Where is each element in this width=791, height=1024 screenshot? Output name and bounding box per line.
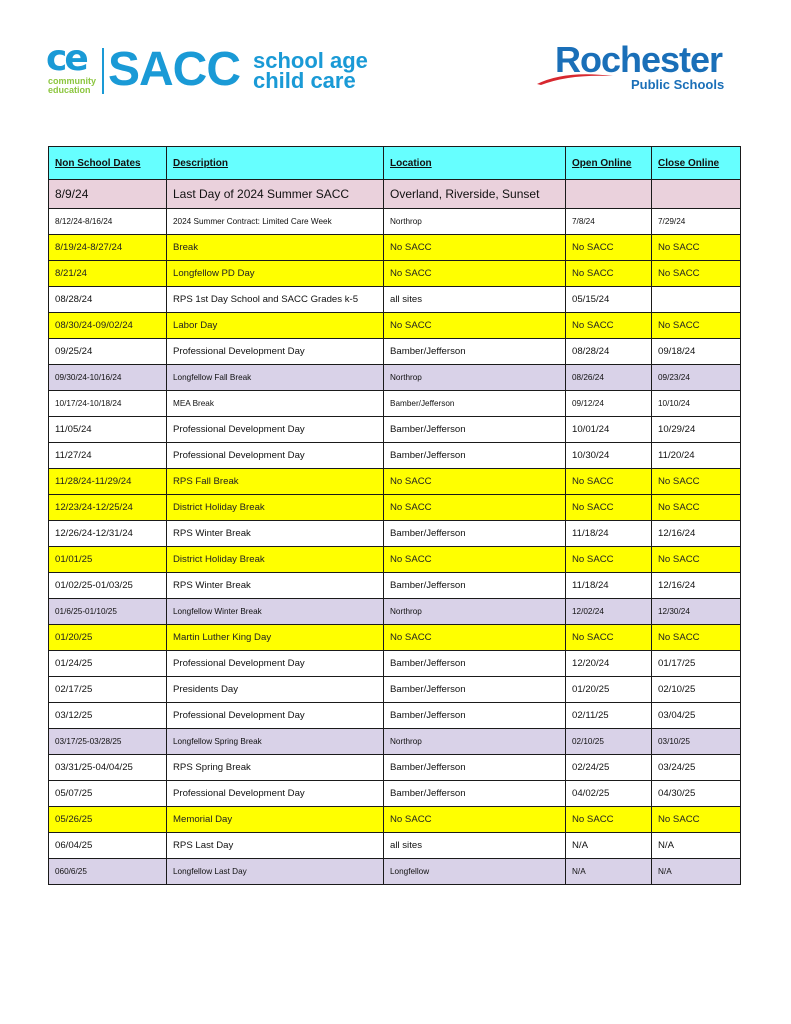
table-row — [49, 547, 741, 573]
cell-location: No SACC — [384, 469, 566, 495]
cell-description: Longfellow PD Day — [167, 261, 384, 287]
cell-location: No SACC — [384, 495, 566, 521]
district-title: Rochester — [555, 39, 723, 80]
table-row — [49, 417, 741, 443]
cell-date: 11/28/24-11/29/24 — [49, 469, 167, 495]
cell-location: Bamber/Jefferson — [384, 651, 566, 677]
cell-location: Bamber/Jefferson — [384, 781, 566, 807]
table-row — [49, 339, 741, 365]
table-row — [49, 180, 741, 209]
cell-close-online: 09/18/24 — [652, 339, 741, 365]
cell-location: No SACC — [384, 261, 566, 287]
header-location: Location — [384, 147, 566, 180]
cell-close-online: 02/10/25 — [652, 677, 741, 703]
cell-description: Last Day of 2024 Summer SACC — [167, 180, 384, 209]
cell-date: 06/04/25 — [49, 833, 167, 859]
cell-close-online: No SACC — [652, 313, 741, 339]
cell-description: Martin Luther King Day — [167, 625, 384, 651]
header-description: Description — [167, 147, 384, 180]
cell-open-online: 10/01/24 — [566, 417, 652, 443]
cell-close-online: 10/29/24 — [652, 417, 741, 443]
cell-close-online: No SACC — [652, 235, 741, 261]
cell-location: all sites — [384, 833, 566, 859]
table-row — [49, 495, 741, 521]
cell-location: Bamber/Jefferson — [384, 443, 566, 469]
cell-open-online: 12/02/24 — [566, 599, 652, 625]
table-row — [49, 391, 741, 417]
cell-open-online: N/A — [566, 859, 652, 885]
cell-date: 12/23/24-12/25/24 — [49, 495, 167, 521]
cell-location: No SACC — [384, 547, 566, 573]
cell-location: Bamber/Jefferson — [384, 339, 566, 365]
cell-open-online — [566, 180, 652, 209]
cell-description: Longfellow Winter Break — [167, 599, 384, 625]
cell-close-online: No SACC — [652, 495, 741, 521]
cell-description: Longfellow Last Day — [167, 859, 384, 885]
cell-close-online: 12/16/24 — [652, 573, 741, 599]
sacc-logo — [46, 38, 376, 100]
cell-close-online: 7/29/24 — [652, 209, 741, 235]
table-row — [49, 573, 741, 599]
ce-letters: ce — [46, 38, 86, 79]
cell-description: RPS Last Day — [167, 833, 384, 859]
header-non-school-dates: Non School Dates — [49, 147, 167, 180]
non-school-dates-table — [48, 146, 741, 885]
table-row — [49, 521, 741, 547]
cell-close-online: 03/24/25 — [652, 755, 741, 781]
cell-open-online: 02/24/25 — [566, 755, 652, 781]
cell-description: Longfellow Spring Break — [167, 729, 384, 755]
cell-open-online: 09/12/24 — [566, 391, 652, 417]
table-row — [49, 365, 741, 391]
table-row — [49, 677, 741, 703]
cell-date: 8/9/24 — [49, 180, 167, 209]
cell-date: 8/19/24-8/27/24 — [49, 235, 167, 261]
cell-open-online: 10/30/24 — [566, 443, 652, 469]
cell-description: Labor Day — [167, 313, 384, 339]
cell-description: District Holiday Break — [167, 547, 384, 573]
cell-date: 01/02/25-01/03/25 — [49, 573, 167, 599]
cell-location: No SACC — [384, 807, 566, 833]
table-row — [49, 235, 741, 261]
cell-close-online: No SACC — [652, 547, 741, 573]
cell-close-online: No SACC — [652, 261, 741, 287]
table-row — [49, 625, 741, 651]
cell-location: all sites — [384, 287, 566, 313]
cell-close-online: 12/16/24 — [652, 521, 741, 547]
sacc-title: SACC — [108, 43, 241, 96]
cell-location: No SACC — [384, 313, 566, 339]
cell-date: 03/12/25 — [49, 703, 167, 729]
cell-date: 01/24/25 — [49, 651, 167, 677]
cell-description: Professional Development Day — [167, 443, 384, 469]
cell-date: 01/01/25 — [49, 547, 167, 573]
cell-date: 8/12/24-8/16/24 — [49, 209, 167, 235]
cell-location: Northrop — [384, 209, 566, 235]
cell-location: Bamber/Jefferson — [384, 703, 566, 729]
table-row — [49, 859, 741, 885]
cell-open-online: No SACC — [566, 547, 652, 573]
cell-description: Professional Development Day — [167, 781, 384, 807]
cell-open-online: 02/11/25 — [566, 703, 652, 729]
cell-location: Bamber/Jefferson — [384, 417, 566, 443]
ce-line-education: education — [48, 85, 91, 95]
cell-location: No SACC — [384, 235, 566, 261]
cell-date: 060/6/25 — [49, 859, 167, 885]
cell-open-online: No SACC — [566, 495, 652, 521]
rochester-logo — [535, 39, 745, 100]
cell-location: No SACC — [384, 625, 566, 651]
cell-open-online: 01/20/25 — [566, 677, 652, 703]
district-subtitle: Public Schools — [631, 77, 725, 92]
cell-location: Bamber/Jefferson — [384, 573, 566, 599]
cell-date: 09/30/24-10/16/24 — [49, 365, 167, 391]
cell-description: MEA Break — [167, 391, 384, 417]
table-row — [49, 729, 741, 755]
cell-location: Northrop — [384, 729, 566, 755]
cell-date: 10/17/24-10/18/24 — [49, 391, 167, 417]
cell-open-online: 08/28/24 — [566, 339, 652, 365]
table-row — [49, 469, 741, 495]
cell-description: Memorial Day — [167, 807, 384, 833]
cell-date: 11/05/24 — [49, 417, 167, 443]
ce-line-community: community — [48, 76, 97, 86]
table-row — [49, 599, 741, 625]
cell-location: Bamber/Jefferson — [384, 391, 566, 417]
cell-description: 2024 Summer Contract: Limited Care Week — [167, 209, 384, 235]
cell-location: Northrop — [384, 365, 566, 391]
logo-divider — [102, 48, 104, 94]
table-row — [49, 209, 741, 235]
cell-description: RPS Winter Break — [167, 573, 384, 599]
sacc-subtitle-line1: school age — [253, 48, 368, 73]
cell-open-online: 02/10/25 — [566, 729, 652, 755]
cell-date: 8/21/24 — [49, 261, 167, 287]
cell-date: 02/17/25 — [49, 677, 167, 703]
table-row — [49, 755, 741, 781]
cell-open-online: No SACC — [566, 313, 652, 339]
cell-date: 05/26/25 — [49, 807, 167, 833]
table-row — [49, 261, 741, 287]
cell-open-online: No SACC — [566, 625, 652, 651]
cell-description: Longfellow Fall Break — [167, 365, 384, 391]
table-row — [49, 443, 741, 469]
header-close-online: Close Online — [652, 147, 741, 180]
cell-close-online: 11/20/24 — [652, 443, 741, 469]
cell-close-online — [652, 287, 741, 313]
cell-close-online: No SACC — [652, 807, 741, 833]
cell-description: Professional Development Day — [167, 651, 384, 677]
cell-open-online: 7/8/24 — [566, 209, 652, 235]
cell-close-online: N/A — [652, 859, 741, 885]
cell-location: Northrop — [384, 599, 566, 625]
table-row — [49, 781, 741, 807]
cell-description: Presidents Day — [167, 677, 384, 703]
cell-date: 11/27/24 — [49, 443, 167, 469]
cell-description: District Holiday Break — [167, 495, 384, 521]
cell-close-online — [652, 180, 741, 209]
cell-open-online: 11/18/24 — [566, 521, 652, 547]
cell-close-online: 04/30/25 — [652, 781, 741, 807]
cell-open-online: No SACC — [566, 807, 652, 833]
cell-description: RPS Spring Break — [167, 755, 384, 781]
cell-close-online: No SACC — [652, 625, 741, 651]
cell-close-online: 03/04/25 — [652, 703, 741, 729]
cell-close-online: 12/30/24 — [652, 599, 741, 625]
cell-open-online: No SACC — [566, 469, 652, 495]
cell-description: RPS 1st Day School and SACC Grades k-5 — [167, 287, 384, 313]
cell-date: 12/26/24-12/31/24 — [49, 521, 167, 547]
cell-date: 01/6/25-01/10/25 — [49, 599, 167, 625]
cell-close-online: N/A — [652, 833, 741, 859]
cell-close-online: 03/10/25 — [652, 729, 741, 755]
cell-open-online: No SACC — [566, 235, 652, 261]
cell-date: 05/07/25 — [49, 781, 167, 807]
cell-close-online: No SACC — [652, 469, 741, 495]
header-open-online: Open Online — [566, 147, 652, 180]
cell-location: Longfellow — [384, 859, 566, 885]
sacc-subtitle-line2: child care — [253, 68, 356, 93]
cell-open-online: No SACC — [566, 261, 652, 287]
cell-date: 03/31/25-04/04/25 — [49, 755, 167, 781]
cell-open-online: 05/15/24 — [566, 287, 652, 313]
table-header-row — [49, 147, 741, 180]
cell-description: RPS Winter Break — [167, 521, 384, 547]
cell-description: Professional Development Day — [167, 339, 384, 365]
cell-close-online: 09/23/24 — [652, 365, 741, 391]
cell-open-online: N/A — [566, 833, 652, 859]
cell-open-online: 08/26/24 — [566, 365, 652, 391]
cell-date: 01/20/25 — [49, 625, 167, 651]
cell-date: 08/30/24-09/02/24 — [49, 313, 167, 339]
cell-description: Break — [167, 235, 384, 261]
cell-location: Bamber/Jefferson — [384, 677, 566, 703]
cell-description: Professional Development Day — [167, 417, 384, 443]
cell-close-online: 01/17/25 — [652, 651, 741, 677]
table-row — [49, 703, 741, 729]
cell-description: Professional Development Day — [167, 703, 384, 729]
cell-open-online: 12/20/24 — [566, 651, 652, 677]
cell-date: 03/17/25-03/28/25 — [49, 729, 167, 755]
cell-description: RPS Fall Break — [167, 469, 384, 495]
cell-date: 09/25/24 — [49, 339, 167, 365]
table-row — [49, 833, 741, 859]
cell-open-online: 11/18/24 — [566, 573, 652, 599]
cell-close-online: 10/10/24 — [652, 391, 741, 417]
cell-location: Overland, Riverside, Sunset — [384, 180, 566, 209]
community-education-logo — [46, 38, 98, 96]
table-row — [49, 313, 741, 339]
cell-open-online: 04/02/25 — [566, 781, 652, 807]
table-row — [49, 651, 741, 677]
table-row — [49, 807, 741, 833]
cell-date: 08/28/24 — [49, 287, 167, 313]
cell-location: Bamber/Jefferson — [384, 755, 566, 781]
cell-location: Bamber/Jefferson — [384, 521, 566, 547]
table-row — [49, 287, 741, 313]
